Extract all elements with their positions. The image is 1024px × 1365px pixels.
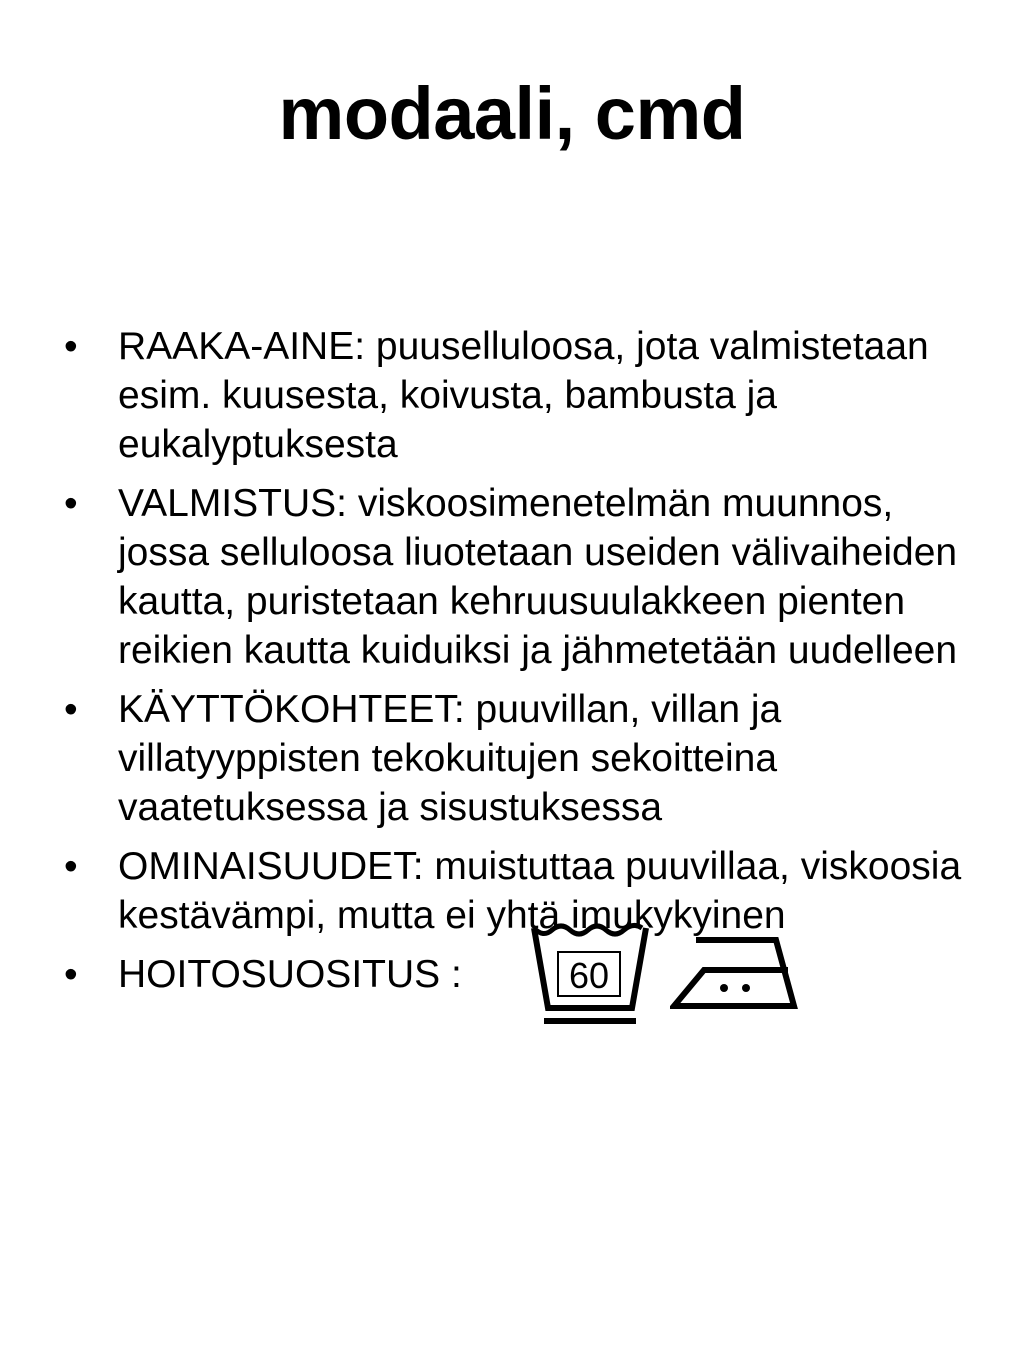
- bullet-text: KÄYTTÖKOHTEET: puuvillan, villan ja villatyyppisten tekokuitujen sekoitteina vaatetuksessa ja sisustuksessa: [118, 688, 782, 829]
- bullet-kayttokohteet: [62, 685, 962, 832]
- bullet-marker: •: [64, 953, 78, 996]
- wash-temperature: 60: [568, 955, 610, 996]
- bullet-marker: •: [64, 688, 78, 731]
- bullet-marker: •: [64, 482, 78, 525]
- bullet-text: VALMISTUS: viskoosimenetelmän muunnos, jossa selluloosa liuotetaan useiden välivaiheiden kautta, puristetaan kehruusuulakkeen pienten reikien kautta kuiduiksi ja jähmetetään uudelleen: [118, 482, 958, 672]
- bullet-text: RAAKA-AINE: puuselluloosa, jota valmistetaan esim. kuusesta, koivusta, bambusta ja eukalyptuksesta: [118, 325, 929, 466]
- bullet-marker: •: [64, 325, 78, 368]
- bullet-text: HOITOSUOSITUS :: [118, 953, 462, 996]
- bullet-marker: •: [64, 845, 78, 888]
- care-symbols: [530, 922, 800, 1030]
- bullet-list: [62, 322, 962, 1020]
- slide-title: modaali, cmd: [278, 72, 746, 155]
- bullet-ominaisuudet: [62, 842, 962, 940]
- iron-two-dots-icon: [670, 922, 800, 1018]
- bullet-raaka-aine: [62, 322, 962, 469]
- wash-tub-60-gentle-icon: [530, 922, 650, 1030]
- bullet-text: OMINAISUUDET: muistuttaa puuvillaa, viskoosia kestävämpi, mutta ei yhtä imukykyinen: [118, 845, 962, 937]
- bullet-hoitosuositus: [62, 950, 962, 1010]
- bullet-valmistus: [62, 479, 962, 675]
